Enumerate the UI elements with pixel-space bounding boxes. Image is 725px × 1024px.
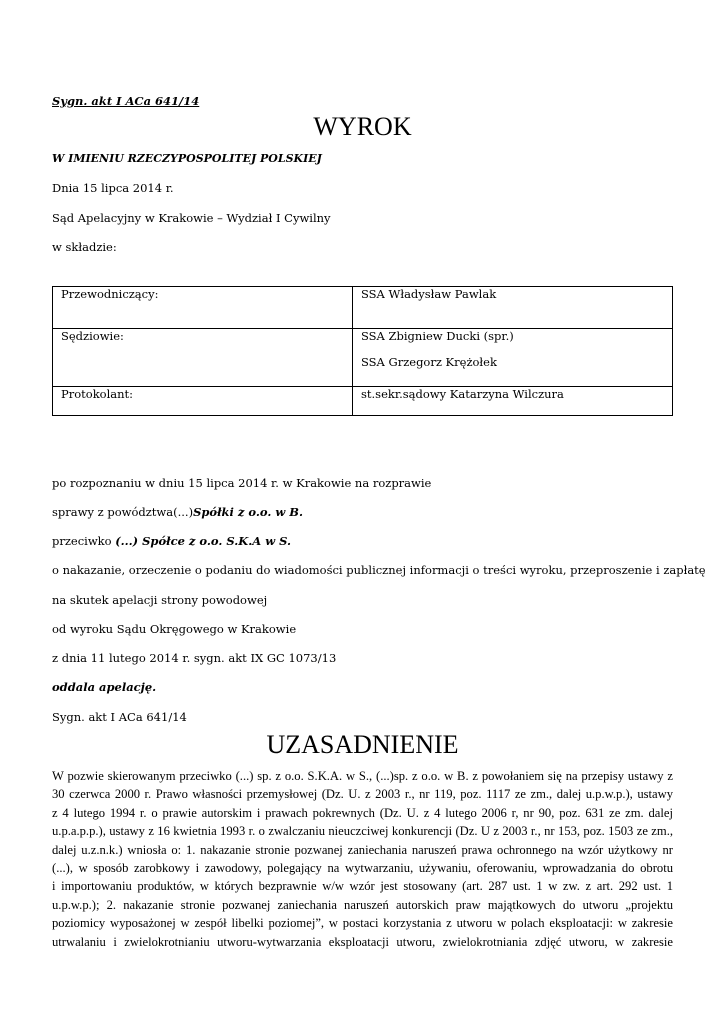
panel-names [353, 387, 673, 416]
panel-role: Przewodniczący: [53, 287, 353, 329]
body-line: u.p.w.p.); 2. nakazanie stronie pozwanej zaniechania naruszeń autorskich praw majątkowych do utworu „projektu [52, 897, 673, 912]
ruling-text: oddala apelację. [52, 680, 157, 694]
body-line: utrwalaniu i zwielokrotnianiu utworu-wytwarzania eksploatacji utworu, zwielokrotniania zdjęć utworu, w zakresie [52, 934, 673, 949]
body-line: z 4 lutego 1994 r. o prawie autorskim i prawach pokrewnych (Dz. U. z 4 lutego 2006 r, nr 90, poz. 631 ze zm. dalej [52, 805, 673, 820]
justification-body [52, 767, 673, 951]
defendant-prefix: przeciwko [52, 534, 116, 548]
judgment-title: WYROK [313, 112, 412, 141]
appeal-line: na skutek apelacji strony powodowej [52, 593, 268, 607]
clerk-name: st.sekr.sądowy Katarzyna Wilczura [361, 387, 564, 401]
case-subject: o nakazanie, orzeczenie o podaniu do wiadomości publicznej informacji o treści wyroku, przeproszenie i zapłatę [52, 563, 706, 577]
body-line: (...), w sposób zarobkowy i zawodowy, polegający na wytwarzaniu, używaniu, oferowaniu, wprowadzania do obrotu [52, 861, 673, 876]
panel-row-clerk [53, 387, 673, 416]
body-line: dalej u.z.n.k.) wniosła o: 1. nakazanie stronie pozwanej zaniechania naruszeń prawa ochronnego na wzór użytkowy nr [52, 842, 673, 857]
body-line: W pozwie skierowanym przeciwko (...) sp. z o.o. S.K.A. w S., (...)sp. z o.o. w B. z powołaniem się na przepisy ustawy z [52, 769, 673, 783]
defendant-line [52, 534, 291, 548]
judge-name: SSA Władysław Pawlak [361, 287, 497, 301]
judgment-of-line: od wyroku Sądu Okręgowego w Krakowie [52, 622, 297, 636]
case-signature-repeat: Sygn. akt I ACa 641/14 [52, 710, 187, 724]
defendant-name: (...) Spółce z o.o. S.K.A w S. [115, 534, 292, 548]
judgment-date-line: z dnia 11 lutego 2014 r. sygn. akt IX GC 1073/13 [52, 651, 337, 665]
case-signature: Sygn. akt I ACa 641/14 [52, 94, 200, 108]
plaintiff-line [52, 505, 303, 519]
body-line: i importowaniu produktów, w których bezprawnie w/w wzór jest stosowany (art. 287 ust. 1 w zw. z art. 292 ust. 1 [52, 879, 673, 894]
panel-row-judges [53, 329, 673, 387]
panel-role: Sędziowie: [53, 329, 353, 387]
body-line: 30 czerwca 2000 r. Prawo własności przemysłowej (Dz. U. z 2003 r., nr 119, poz. 1117 ze zm., dalej u.p.w.p.), ustawy [52, 787, 673, 802]
court-panel-table [52, 286, 673, 416]
judge-name: SSA Zbigniew Ducki (spr.) [361, 329, 514, 343]
body-line: poziomicy wyposażonej w zespół libelki poziomej”, w postaci korzystania z utworu w polach eksploatacji: w zakresie [52, 916, 673, 931]
justification-title: UZASADNIENIE [266, 730, 459, 759]
judgment-subtitle: W IMIENIU RZECZYPOSPOLITEJ POLSKIEJ [52, 152, 322, 165]
judgment-date: Dnia 15 lipca 2014 r. [52, 181, 174, 195]
panel-names [353, 329, 673, 387]
plaintiff-prefix: sprawy z powództwa(...) [52, 505, 194, 519]
body-line: u.p.a.p.p.), ustawy z 16 kwietnia 1993 r. o zwalczaniu nieuczciwej konkurencji (Dz. U z 2003 r., nr 153, poz. 1503 ze zm., [52, 824, 673, 839]
composition-label: w składzie: [52, 240, 117, 254]
hearing-line: po rozpoznaniu w dniu 15 lipca 2014 r. w Krakowie na rozprawie [52, 476, 432, 490]
panel-role: Protokolant: [53, 387, 353, 416]
court-name: Sąd Apelacyjny w Krakowie – Wydział I Cywilny [52, 211, 331, 225]
panel-names [353, 287, 673, 329]
panel-row-presiding [53, 287, 673, 329]
judge-name: SSA Grzegorz Krężołek [361, 355, 497, 369]
plaintiff-name: Spółki z o.o. w B. [193, 505, 303, 519]
